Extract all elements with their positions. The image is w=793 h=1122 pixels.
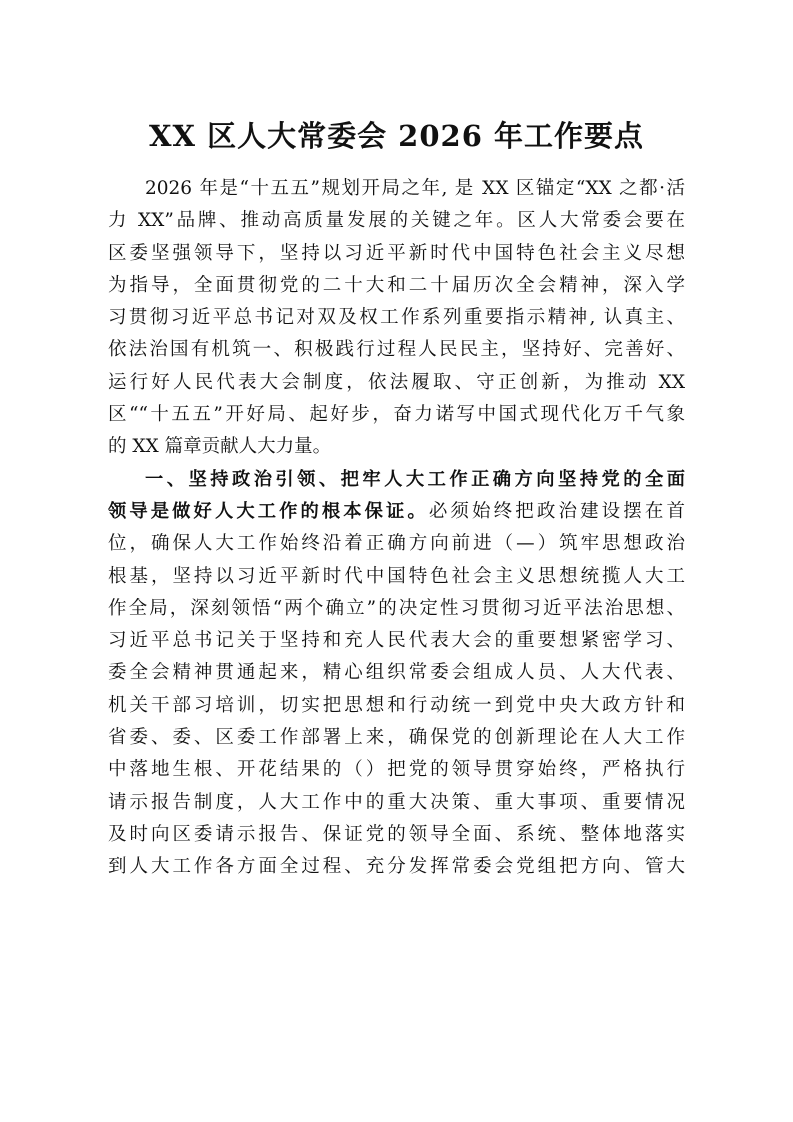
text-line: 机关干部习培训，切实把思想和行动统一到党中央大政方针和 bbox=[108, 694, 685, 716]
text-line: 为指导，全面贯彻党的二十大和二十届历次全会精神，深入学 bbox=[108, 274, 685, 296]
text-line bbox=[108, 496, 685, 528]
text-fragment: 必须始终把政治建设摆在首 bbox=[428, 500, 685, 522]
document-page bbox=[108, 0, 685, 1122]
text-line: 中落地生根、开花结果的（）把党的领导贯穿始终，严格执行 bbox=[108, 759, 685, 781]
text-line: 2026 年是“十五五”规划开局之年, 是 XX 区锚定“XX 之都·活 bbox=[145, 178, 685, 199]
text-line: 及时向区委请示报告、保证党的领导全面、系统、整体地落实 bbox=[108, 823, 685, 845]
text-line: 到人大工作各方面全过程、充分发挥常委会党组把方向、管大 bbox=[108, 856, 685, 878]
text-line: 力 XX”品牌、推动高质量发展的关键之年。区人大常委会要在 bbox=[108, 210, 685, 232]
section-heading-continued: 领导是做好人大工作的根本保证。 bbox=[108, 500, 429, 522]
document-title: XX 区人大常委会 2026 年工作要点 bbox=[148, 119, 644, 153]
text-line: 请示报告制度，人大工作中的重大决策、重大事项、重要情况 bbox=[108, 791, 685, 813]
paragraph-intro bbox=[108, 173, 685, 464]
text-line: 运行好人民代表大会制度，依法履取、守正创新，为推动 XX bbox=[108, 371, 685, 393]
document-body bbox=[108, 173, 685, 884]
section-heading: 一、坚持政治引领、把牢人大工作正确方向坚持党的全面 bbox=[145, 468, 685, 490]
text-line: 习贯彻习近平总书记对双及权工作系列重要指示精神, 认真主、 bbox=[108, 307, 685, 329]
text-line: 习近平总书记关于坚持和充人民代表大会的重要想紧密学习、 bbox=[108, 630, 685, 652]
paragraph-section-one bbox=[108, 464, 685, 884]
text-line: 区““十五五”开好局、起好步，奋力诺写中国式现代化万千气象 bbox=[108, 404, 685, 426]
text-line: 位，确保人大工作始终沿着正确方向前进（—）筑牢思想政治 bbox=[108, 533, 685, 555]
section-heading-line bbox=[108, 464, 685, 496]
text-line: 的 XX 篇章贡献人大力量。 bbox=[108, 436, 332, 458]
text-line: 区委坚强领导下，坚持以习近平新时代中国特色社会主义尽想 bbox=[108, 242, 685, 264]
text-line: 委全会精神贯通起来，精心组织常委会组成人员、人大代表、 bbox=[108, 662, 685, 684]
text-line: 依法治国有机筑一、积极践行过程人民民主，坚持好、完善好、 bbox=[108, 339, 685, 361]
text-line: 省委、委、区委工作部署上来，确保党的创新理论在人大工作 bbox=[108, 727, 685, 749]
text-line: 根基，坚持以习近平新时代中国特色社会主义思想统揽人大工 bbox=[108, 565, 685, 587]
text-line: 作全局，深刻领悟“两个确立”的决定性习贯彻习近平法治思想、 bbox=[108, 597, 685, 619]
